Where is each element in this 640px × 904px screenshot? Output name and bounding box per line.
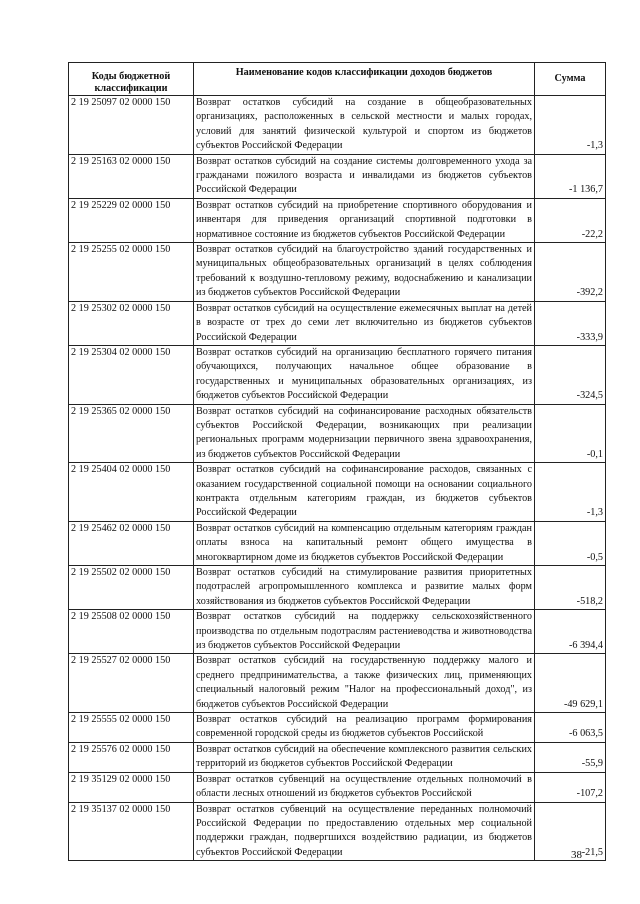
name-cell: Возврат остатков субсидий на обеспечение комплексного развития сельских территорий из бюджетов субъектов Российской Федерации	[194, 742, 535, 772]
table-row	[69, 610, 606, 654]
name-cell: Возврат остатков субсидий на создание в общеобразовательных организациях, расположенных в сельской местности и малых городах, условий для занятий физической культурой и спортом из бюджетов субъектов Российской Федерации	[194, 96, 535, 155]
sum-cell: -21,5	[535, 802, 606, 861]
sum-cell: -55,9	[535, 742, 606, 772]
code-cell: 2 19 25462 02 0000 150	[69, 521, 194, 565]
table-row	[69, 345, 606, 404]
table-row	[69, 96, 606, 155]
code-cell: 2 19 25508 02 0000 150	[69, 610, 194, 654]
sum-cell: -1 136,7	[535, 154, 606, 198]
code-cell: 2 19 25404 02 0000 150	[69, 463, 194, 522]
code-cell: 2 19 25576 02 0000 150	[69, 742, 194, 772]
table-row	[69, 463, 606, 522]
name-cell: Возврат остатков субсидий на создание системы долговременного ухода за гражданами пожилого возраста и инвалидами из бюджетов субъектов Российской Федерации	[194, 154, 535, 198]
header-code-column: Коды бюджетной классификации	[69, 63, 194, 96]
code-cell: 2 19 25163 02 0000 150	[69, 154, 194, 198]
table-row	[69, 802, 606, 861]
sum-cell: -107,2	[535, 772, 606, 802]
sum-cell: -22,2	[535, 198, 606, 242]
code-cell: 2 19 25304 02 0000 150	[69, 345, 194, 404]
code-cell: 2 19 25527 02 0000 150	[69, 654, 194, 713]
name-cell: Возврат остатков субсидий на стимулирование развития приоритетных подотраслей агропромышленного комплекса и развитие малых форм хозяйствования из бюджетов субъектов Российской Федерации	[194, 566, 535, 610]
code-cell: 2 19 25365 02 0000 150	[69, 404, 194, 463]
sum-cell: -6 063,5	[535, 713, 606, 743]
header-sum-column: Сумма	[535, 63, 606, 96]
code-cell: 2 19 25229 02 0000 150	[69, 198, 194, 242]
page-number: 38	[571, 849, 582, 861]
code-cell: 2 19 25255 02 0000 150	[69, 243, 194, 302]
code-cell: 2 19 25097 02 0000 150	[69, 96, 194, 155]
sum-cell: -0,5	[535, 521, 606, 565]
name-cell: Возврат остатков субсидий на государственную поддержку малого и среднего предпринимательства, а также физических лиц, применяющих специальный налоговый режим "Налог на профессиональный доход", из бюджетов субъектов Российской Федерации	[194, 654, 535, 713]
name-cell: Возврат остатков субвенций на осуществление переданных полномочий Российской Федерации по предоставлению отдельных мер социальной поддержки граждан, подвергшихся воздействию радиации, из бюджетов субъектов Российской Федерации	[194, 802, 535, 861]
code-cell: 2 19 35137 02 0000 150	[69, 802, 194, 861]
table-body	[69, 96, 606, 861]
name-cell: Возврат остатков субсидий на поддержку сельскохозяйственного производства по отдельным подотраслям растениеводства и животноводства из бюджетов субъектов Российской Федерации	[194, 610, 535, 654]
table-row	[69, 742, 606, 772]
table-row	[69, 154, 606, 198]
name-cell: Возврат остатков субсидий на организацию бесплатного горячего питания обучающихся, получающих начальное общее образование в государственных и муниципальных образовательных организациях, из бюджетов субъектов Российской Федерации	[194, 345, 535, 404]
sum-cell: -0,1	[535, 404, 606, 463]
budget-codes-table	[68, 62, 606, 861]
table-row	[69, 198, 606, 242]
table-row	[69, 654, 606, 713]
name-cell: Возврат остатков субсидий на реализацию программ формирования современной городской среды из бюджетов субъектов Российской	[194, 713, 535, 743]
code-cell: 2 19 25555 02 0000 150	[69, 713, 194, 743]
name-cell: Возврат остатков субсидий на осуществление ежемесячных выплат на детей в возрасте от трех до семи лет включительно из бюджетов субъектов Российской Федерации	[194, 301, 535, 345]
sum-cell: -333,9	[535, 301, 606, 345]
table-row	[69, 566, 606, 610]
sum-cell: -324,5	[535, 345, 606, 404]
sum-cell: -49 629,1	[535, 654, 606, 713]
name-cell: Возврат остатков субвенций на осуществление отдельных полномочий в области лесных отношений из бюджетов субъектов Российской	[194, 772, 535, 802]
sum-cell: -1,3	[535, 96, 606, 155]
code-cell: 2 19 35129 02 0000 150	[69, 772, 194, 802]
table-row	[69, 243, 606, 302]
name-cell: Возврат остатков субсидий на софинансирование расходов, связанных с оказанием государственной социальной помощи на основании социального контракта отдельным категориям граждан, из бюджетов субъектов Российской Федерации	[194, 463, 535, 522]
name-cell: Возврат остатков субсидий на благоустройство зданий государственных и муниципальных общеобразовательных организаций в целях соблюдения требований к воздушно-тепловому режиму, водоснабжению и канализации из бюджетов субъектов Российской Федерации	[194, 243, 535, 302]
table-header-row	[69, 63, 606, 96]
code-cell: 2 19 25302 02 0000 150	[69, 301, 194, 345]
table-row	[69, 713, 606, 743]
table-row	[69, 404, 606, 463]
sum-cell: -518,2	[535, 566, 606, 610]
name-cell: Возврат остатков субсидий на компенсацию отдельным категориям граждан оплаты взноса на капитальный ремонт общего имущества в многоквартирном доме из бюджетов субъектов Российской Федерации	[194, 521, 535, 565]
table-row	[69, 301, 606, 345]
sum-cell: -1,3	[535, 463, 606, 522]
code-cell: 2 19 25502 02 0000 150	[69, 566, 194, 610]
name-cell: Возврат остатков субсидий на софинансирование расходных обязательств субъектов Российской Федерации, возникающих при реализации региональных программ модернизации первичного звена здравоохранения, из бюджетов субъектов Российской Федерации	[194, 404, 535, 463]
sum-cell: -392,2	[535, 243, 606, 302]
table-row	[69, 521, 606, 565]
table-row	[69, 772, 606, 802]
name-cell: Возврат остатков субсидий на приобретение спортивного оборудования и инвентаря для приведения организаций спортивной подготовки в нормативное состояние из бюджетов субъектов Российской Федерации	[194, 198, 535, 242]
sum-cell: -6 394,4	[535, 610, 606, 654]
header-name-column: Наименование кодов классификации доходов бюджетов	[194, 63, 535, 96]
